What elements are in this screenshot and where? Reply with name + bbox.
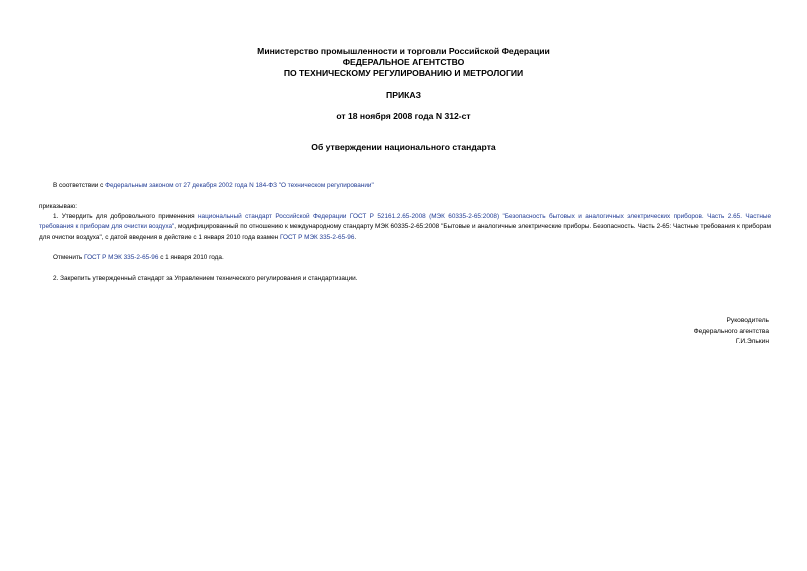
order-title: ПРИКАЗ <box>386 90 421 100</box>
item2-paragraph: 2. Закрепить утвержденный стандарт за Управлением технического регулирования и стандартизации. <box>53 275 358 282</box>
signature-organization: Федерального агентства <box>693 327 769 335</box>
order-subject: Об утверждении национального стандарта <box>311 142 496 152</box>
signature-name: Г.И.Элькин <box>735 338 769 346</box>
national-standard-link[interactable]: национальный стандарт Российской Федерации ГОСТ Р 52161.2.65-2008 (МЭК 60335-2-65:2008) "Безопасность бытовых и аналогичных электрических приборов. Часть 2.65. Частные требования к приборам для очистки воздуха" <box>39 213 771 231</box>
item1-middle: , модифицированный по отношению к международному стандарту МЭК 60335-2-65:2008 "Бытовые и аналогичные электрические приборы. Безопасность. Часть 2-65: Частные требования к приборам для очистки воздуха", с датой введения в действие с 1 января 2010 года взамен <box>39 223 771 241</box>
cancel-paragraph <box>39 253 771 263</box>
signature-position: Руководитель <box>726 317 769 324</box>
signature-block <box>694 316 769 348</box>
cancel-prefix: Отменить <box>53 254 84 261</box>
ministry-name: Министерство промышленности и торговли Российской Федерации <box>257 46 550 56</box>
federal-law-link[interactable]: Федеральным законом от 27 декабря 2002 года N 184-ФЗ "О техническом регулировании" <box>105 182 374 189</box>
preamble-prefix: В соответствии с <box>53 182 106 189</box>
preamble-paragraph <box>39 181 771 191</box>
ministry-header <box>0 46 807 79</box>
agency-name-line1: ФЕДЕРАЛЬНОЕ АГЕНТСТВО <box>342 57 465 67</box>
order-date: от 18 ноября 2008 года N 312-ст <box>336 111 471 121</box>
cancelled-standard-link[interactable]: ГОСТ Р МЭК 335-2-65-96 <box>83 254 159 261</box>
order-word: приказываю: <box>39 203 77 210</box>
item1-prefix: 1. Утвердить для добровольного применения <box>53 213 199 220</box>
cancel-suffix: с 1 января 2010 года. <box>158 254 224 261</box>
item1-paragraph <box>39 212 771 243</box>
replaced-standard-link[interactable]: ГОСТ Р МЭК 335-2-65-96 <box>279 233 355 241</box>
agency-name-line2: ПО ТЕХНИЧЕСКОМУ РЕГУЛИРОВАНИЮ И МЕТРОЛОГИИ <box>283 68 524 78</box>
item1-suffix: . <box>354 233 357 241</box>
